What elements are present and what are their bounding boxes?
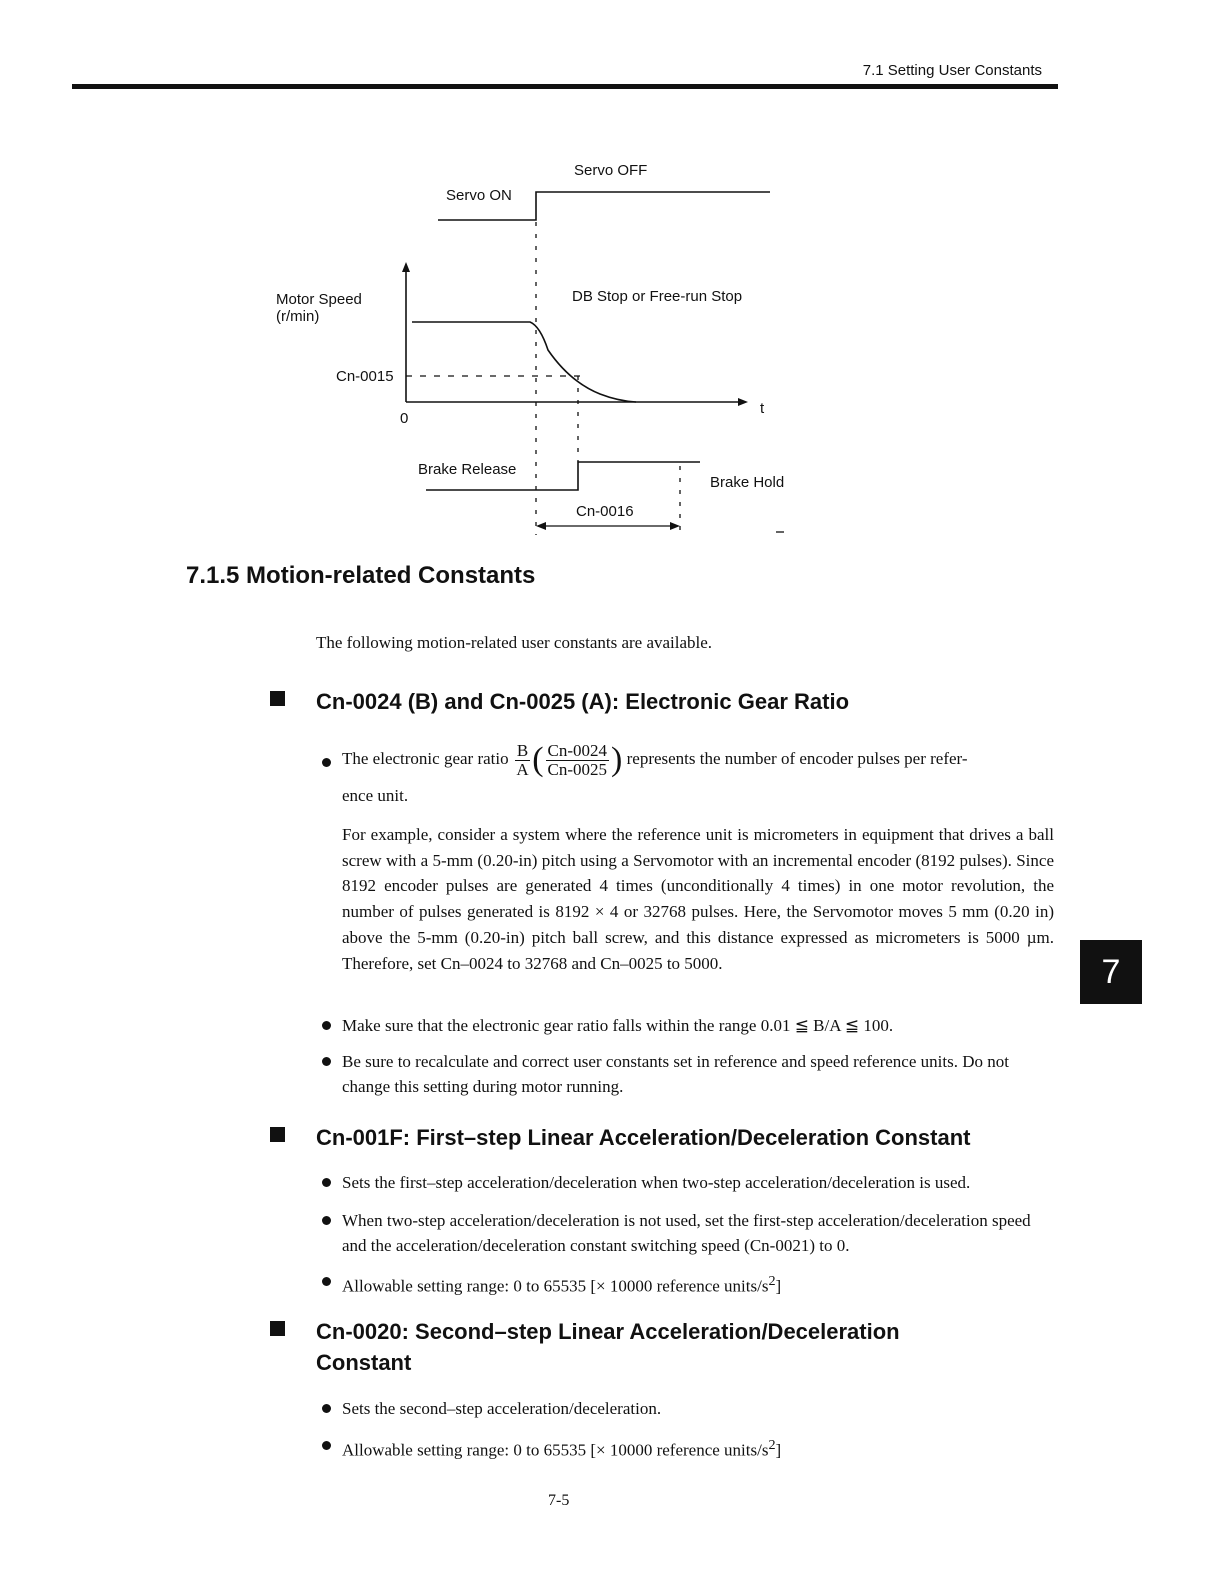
gear-b2-text: Make sure that the electronic gear ratio falls within the range 0.01 ≦ B/A ≦ 100. [342,1016,894,1035]
fraction-a: A [516,759,529,779]
origin-label: 0 [400,410,409,427]
second-step-heading-line1: Cn-0020: Second–step Linear Acceleration/Deceleration [316,1319,900,1344]
bullet-dot-icon [322,1178,331,1187]
cn0016-arrow-left [536,522,546,530]
servo-on-label: Servo ON [446,187,512,204]
first-step-heading-text: Cn-001F: First–step Linear Acceleration/Deceleration Constant [316,1125,971,1150]
chapter-tab: 7 [1080,940,1142,1004]
cn0016-arrow-right [670,522,680,530]
page-number: 7-5 [548,1492,570,1509]
servo-off-label: Servo OFF [574,162,648,179]
bullet-dot-icon [322,1216,331,1225]
gear-b3-text: Be sure to recalculate and correct user constants set in reference and speed reference units. Do not change this setting during motor running. [342,1052,1009,1096]
speed-curve [412,322,636,402]
running-header: 7.1 Setting User Constants [862,62,1042,79]
first-step-b1-text: Sets the first–step acceleration/deceleration when two-step acceleration/deceleration is used. [342,1173,971,1192]
fraction-cn0025: Cn-0025 [547,759,608,779]
square-bullet-icon [270,1127,285,1142]
first-step-b3-pre: Allowable setting range: 0 to 65535 [× 10000 reference units/s [342,1276,769,1296]
gear-fraction-ba [515,742,530,779]
fraction-b: B [516,740,529,760]
motor-speed-unit: (r/min) [276,308,320,325]
cn0015-label: Cn-0015 [336,368,394,385]
intro-text: The following motion-related user constants are available. [316,633,713,652]
paren-open: ( [532,741,544,779]
first-step-b2-text: When two-step acceleration/deceleration is not used, set the first-step acceleration/deceleration speed and the acceleration/deceleration constant switching speed (Cn-0021) to 0. [342,1211,1031,1255]
gear-b1-post: represents the number of encoder pulses per refer- [626,749,968,768]
brake-release-label: Brake Release [418,461,517,478]
motor-speed-title: Motor Speed [276,291,362,308]
section-heading: 7.1.5 Motion-related Constants [186,562,536,589]
fraction-cn0024: Cn-0024 [547,740,608,760]
stop-mode-label: DB Stop or Free-run Stop [572,288,743,305]
square-bullet-icon [270,1321,285,1336]
bullet-dot-icon [322,758,331,767]
bullet-dot-icon [322,1441,331,1450]
cn0016-label: Cn-0016 [576,503,634,520]
first-step-b3-sup: 2 [768,1273,776,1289]
second-step-b2-sup: 2 [768,1437,776,1453]
time-label: t [760,400,765,417]
first-step-b3-post: ] [775,1276,782,1296]
bullet-dot-icon [322,1021,331,1030]
gear-b1-pre: The electronic gear ratio [342,749,509,768]
gear-fraction-cn [546,742,610,779]
second-step-b1-text: Sets the second–step acceleration/deceleration. [342,1399,662,1418]
bullet-dot-icon [322,1404,331,1413]
bullet-dot-icon [322,1277,331,1286]
motor-speed-label [276,291,362,325]
bullet-dot-icon [322,1057,331,1066]
time-axis-arrow [738,398,748,406]
second-step-b2-post: ] [775,1440,782,1460]
gear-example-paragraph: For example, consider a system where the reference unit is micrometers in equipment that drives a ball screw with a 5-mm (0.20-in) pitch using a Servomotor with an incremental encoder (8192 pulses). Since 8192 encoder pulses are generated 4 times (unconditionally 4 times) in one motor revolution, the number of pulses generated is 8192 × 4 or 32768 pulses. Here, the Servomotor moves 5 mm (0.20 in) above the 5-mm (0.20-in) pitch ball screw, and this distance expressed as micrometers is 5000 µm. Therefore, set Cn–0024 to 32768 and Cn–0025 to 5000. [342,825,1054,973]
paren-close: ) [611,741,623,779]
header-rule [72,84,1058,89]
gear-b1-line2: ence unit. [342,786,409,805]
second-step-b2-pre: Allowable setting range: 0 to 65535 [× 10000 reference units/s [342,1440,769,1460]
speed-axis-arrow [402,262,410,272]
gear-ratio-heading-text: Cn-0024 (B) and Cn-0025 (A): Electronic Gear Ratio [316,689,850,714]
second-step-heading-line2: Constant [316,1350,412,1375]
square-bullet-icon [270,691,285,706]
brake-hold-label: Brake Hold [710,474,785,491]
